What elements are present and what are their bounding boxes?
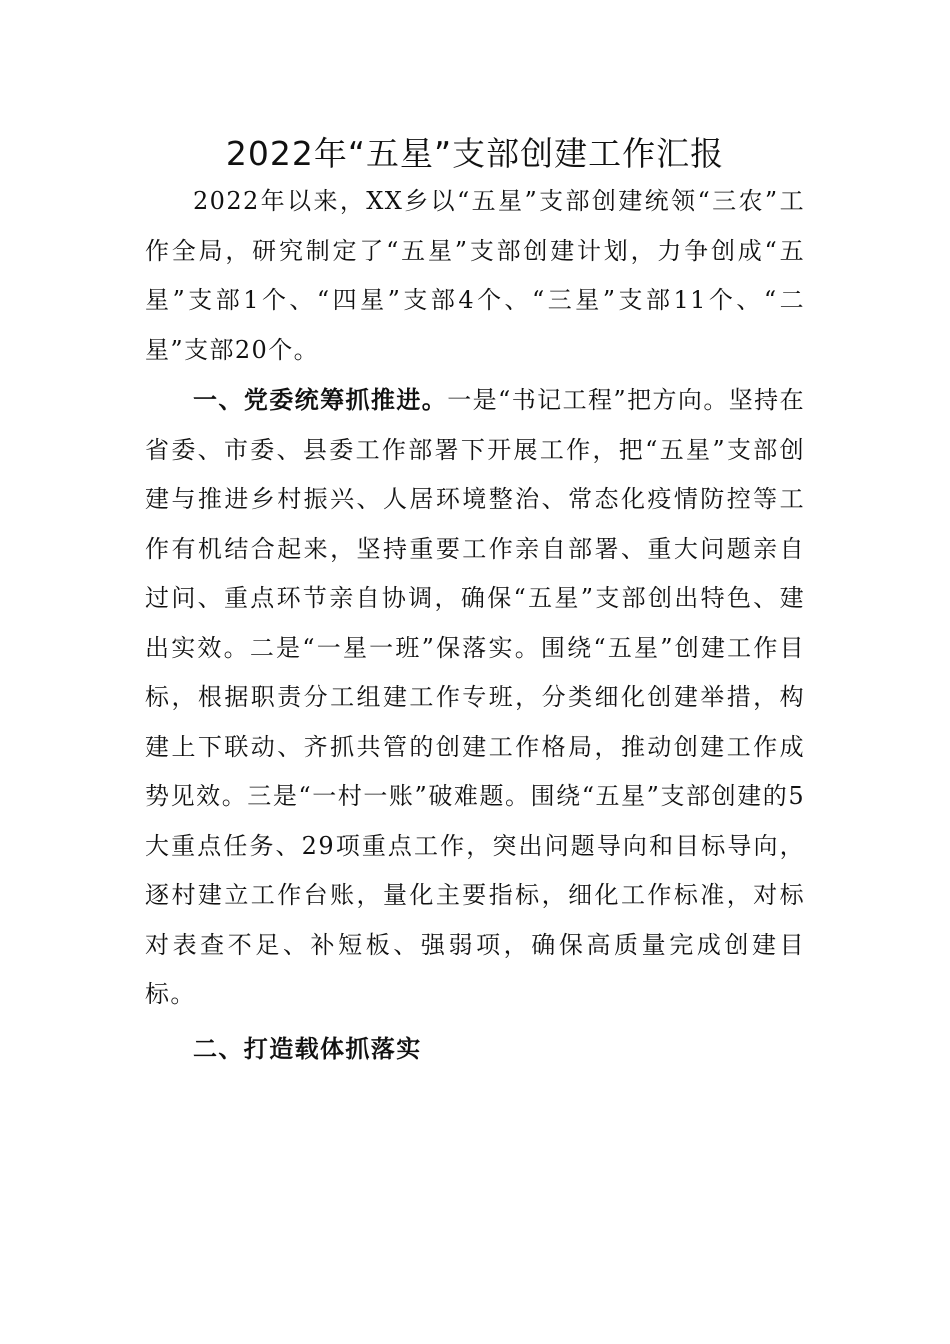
section-two-paragraph	[145, 1025, 805, 1075]
section-two-heading: 二、打造载体抓落实	[193, 1035, 422, 1063]
section-one-body: 一是“书记工程”把方向。坚持在省委、市委、县委工作部署下开展工作，把“五星”支部创建与推进乡村振兴、人居环境整治、常态化疫情防控等工作有机结合起来，坚持重要工作亲自部署、重大问题亲自过问、重点环节亲自协调，确保“五星”支部创出特色、建出实效。二是“一星一班”保落实。围绕“五星”创建工作目标，根据职责分工组建工作专班，分类细化创建举措，构建上下联动、齐抓共管的创建工作格局，推动创建工作成势见效。三是“一村一账”破难题。围绕“五星”支部创建的5大重点任务、29项重点工作，突出问题导向和目标导向，逐村建立工作台账，量化主要指标，细化工作标准，对标对表查不足、补短板、强弱项，确保高质量完成创建目标。	[145, 386, 806, 1008]
section-one-paragraph	[145, 376, 805, 1020]
intro-paragraph: 2022年以来，XX乡以“五星”支部创建统领“三农”工作全局，研究制定了“五星”支部创建计划，力争创成“五星”支部1个、“四星”支部4个、“三星”支部11个、“二星”支部20个。	[145, 187, 805, 364]
section-one-heading: 一、党委统筹抓推进。	[193, 386, 448, 414]
document-title: 2022年“五星”支部创建工作汇报	[225, 134, 725, 173]
